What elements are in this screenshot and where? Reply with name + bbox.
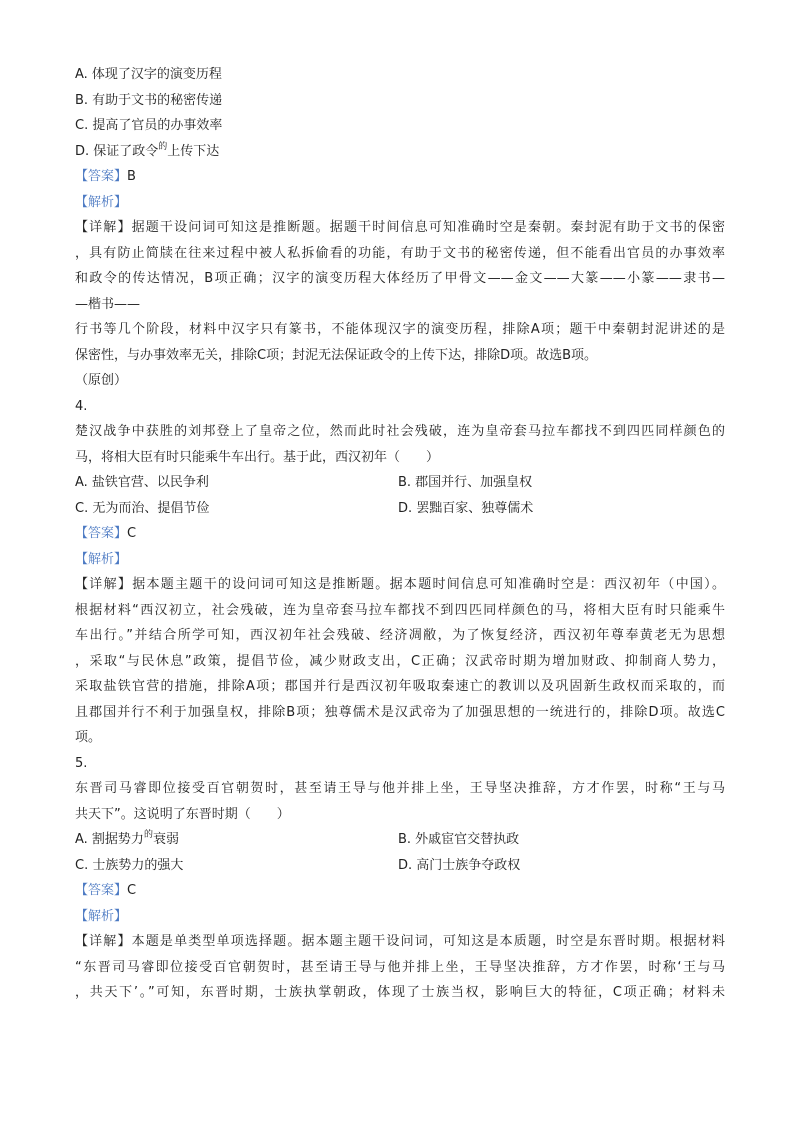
q4-detail-line: 项。 <box>75 730 102 745</box>
q5-analysis-tag: 【解析】 <box>75 908 128 924</box>
q3-option-b[interactable]: B. 有助于文书的秘密传递 <box>75 92 223 108</box>
q5-stem-line: 共天下”。这说明了东晋时期（ ） <box>75 806 290 822</box>
q4-stem-line: 楚汉战争中获胜的刘邦登上了皇帝之位，然而此时社会残破，连为皇帝套马拉车都找不到四匹同样颜色的 <box>75 424 725 439</box>
q4-detail-line: 车出行。”并结合所学可知，西汉初年社会残破、经济凋敝，为了恢复经济，西汉初年尊奉黄老无为思想 <box>75 628 725 643</box>
answer-tag: 【答案】 <box>75 883 128 898</box>
q4-detail-line <box>75 572 725 598</box>
detail-tag: 【详解】 <box>75 934 132 949</box>
q3-detail-line: 保密性，与办事效率无关，排除C项；封泥无法保证政令的上传下达，排除D项。故选B项。 <box>75 347 598 363</box>
q4-detail-line: ，采取“与民休息”政策，提倡节俭，减少财政支出，C正确；汉武帝时期为增加财政、抑制商人势力， <box>75 653 725 669</box>
answer-value: C <box>127 526 137 541</box>
q5-answer <box>75 878 725 904</box>
detail-tag: 【详解】 <box>75 577 133 592</box>
q5-option-a-superscript: 的 <box>143 830 153 840</box>
q4-option-d[interactable]: D. 罢黜百家、独尊儒术 <box>398 500 534 516</box>
answer-value: B <box>127 169 136 184</box>
q5-option-b[interactable]: B. 外戚宦官交替执政 <box>398 832 520 847</box>
q4-options-row <box>75 496 725 522</box>
q4-option-b[interactable]: B. 郡国并行、加强皇权 <box>398 475 533 490</box>
q4-detail-line: 根据材料“西汉初立，社会残破，连为皇帝套马拉车都找不到四匹同样颜色的马，将相大臣有时只能乘牛 <box>75 602 725 618</box>
q5-options-row <box>75 853 725 879</box>
q5-options-row <box>75 827 725 853</box>
q3-detail-line: 和政令的传达情况，B项正确；汉字的演变历程大体经历了甲骨文——金文——大篆——小篆——隶书— <box>75 271 725 286</box>
answer-value: C <box>127 883 137 898</box>
q4-stem-line: 马，将相大臣有时只能乘牛车出行。基于此，西汉初年（ ） <box>75 449 440 465</box>
detail-text: 据题干设问词可知这是推断题。据题干时间信息可知准确时空是秦朝。秦封泥有助于文书的保密 <box>131 220 725 235</box>
q4-detail-line: 采取盐铁官营的措施，排除A项；郡国并行是西汉初年吸取秦速亡的教训以及巩固新生政权而采取的，而 <box>75 679 725 694</box>
detail-text: 本题是单类型单项选择题。据本题主题干设问词，可知这是本质题，时空是东晋时期。根据材料 <box>131 934 725 949</box>
q3-detail-line <box>75 215 725 241</box>
q5-detail-line: “东晋司马睿即位接受百官朝贺时，甚至请王导与他并排上坐，王导坚决推辞，方才作罢，时称‘王与马 <box>75 959 725 975</box>
q5-option-c[interactable]: C. 士族势力的强大 <box>75 857 184 873</box>
q5-option-a-text-end: 衰弱 <box>152 832 179 847</box>
q3-detail-line: ，具有防止简牍在往来过程中被人私拆偷看的功能，有助于文书的秘密传递，但不能看出官员的办事效率 <box>75 245 725 261</box>
q4-option-a[interactable]: A. 盐铁官营、以民争利 <box>75 475 209 490</box>
q3-detail-line: 行书等几个阶段，材料中汉字只有篆书，不能体现汉字的演变历程，排除A项；题干中秦朝封泥讲述的是 <box>75 322 725 337</box>
q4-options-row <box>75 470 725 496</box>
q5-option-a-text: A. 割据势力 <box>75 832 144 847</box>
q4-answer <box>75 521 725 547</box>
q3-option-d-text-end: 上传下达 <box>167 143 220 159</box>
q3-option-d-text: D. 保证了政令 <box>75 143 159 159</box>
q4-detail-line: 且郡国并行不利于加强皇权，排除B项；独尊儒术是汉武帝为了加强思想的一统进行的，排除D项。故选C <box>75 704 725 720</box>
q4-option-c[interactable]: C. 无为而治、提倡节俭 <box>75 500 210 516</box>
q3-option-a[interactable]: A. 体现了汉字的演变历程 <box>75 67 222 82</box>
q5-detail-line <box>75 929 725 955</box>
q3-detail-line: —楷书—— <box>75 296 141 312</box>
q3-analysis-tag: 【解析】 <box>75 194 128 210</box>
q4-number: 4. <box>75 398 88 414</box>
q5-option-a[interactable] <box>75 827 398 853</box>
q5-detail-line: ，共天下’。”可知，东晋时期，士族执掌朝政，体现了士族当权，影响巨大的特征，C项正确；材料未 <box>75 985 725 1000</box>
q5-stem-line: 东晋司马睿即位接受百官朝贺时，甚至请王导与他并排上坐，王导坚决推辞，方才作罢，时称“王与马 <box>75 781 725 796</box>
q3-answer <box>75 164 725 190</box>
q3-option-d-superscript: 的 <box>158 141 168 152</box>
q3-source: （原创） <box>75 373 128 388</box>
answer-tag: 【答案】 <box>75 169 128 184</box>
detail-text: 据本题主题干的设问词可知这是推断题。据本题时间信息可知准确时空是：西汉初年（中国）。 <box>132 577 725 592</box>
document-page <box>75 62 725 1006</box>
q3-option-d[interactable] <box>75 139 725 165</box>
answer-tag: 【答案】 <box>75 526 128 541</box>
q3-option-c[interactable]: C. 提高了官员的办事效率 <box>75 118 223 133</box>
detail-tag: 【详解】 <box>75 220 132 235</box>
q5-option-d[interactable]: D. 高门士族争夺政权 <box>398 857 521 873</box>
q5-number: 5. <box>75 755 88 771</box>
q4-analysis-tag: 【解析】 <box>75 551 128 567</box>
